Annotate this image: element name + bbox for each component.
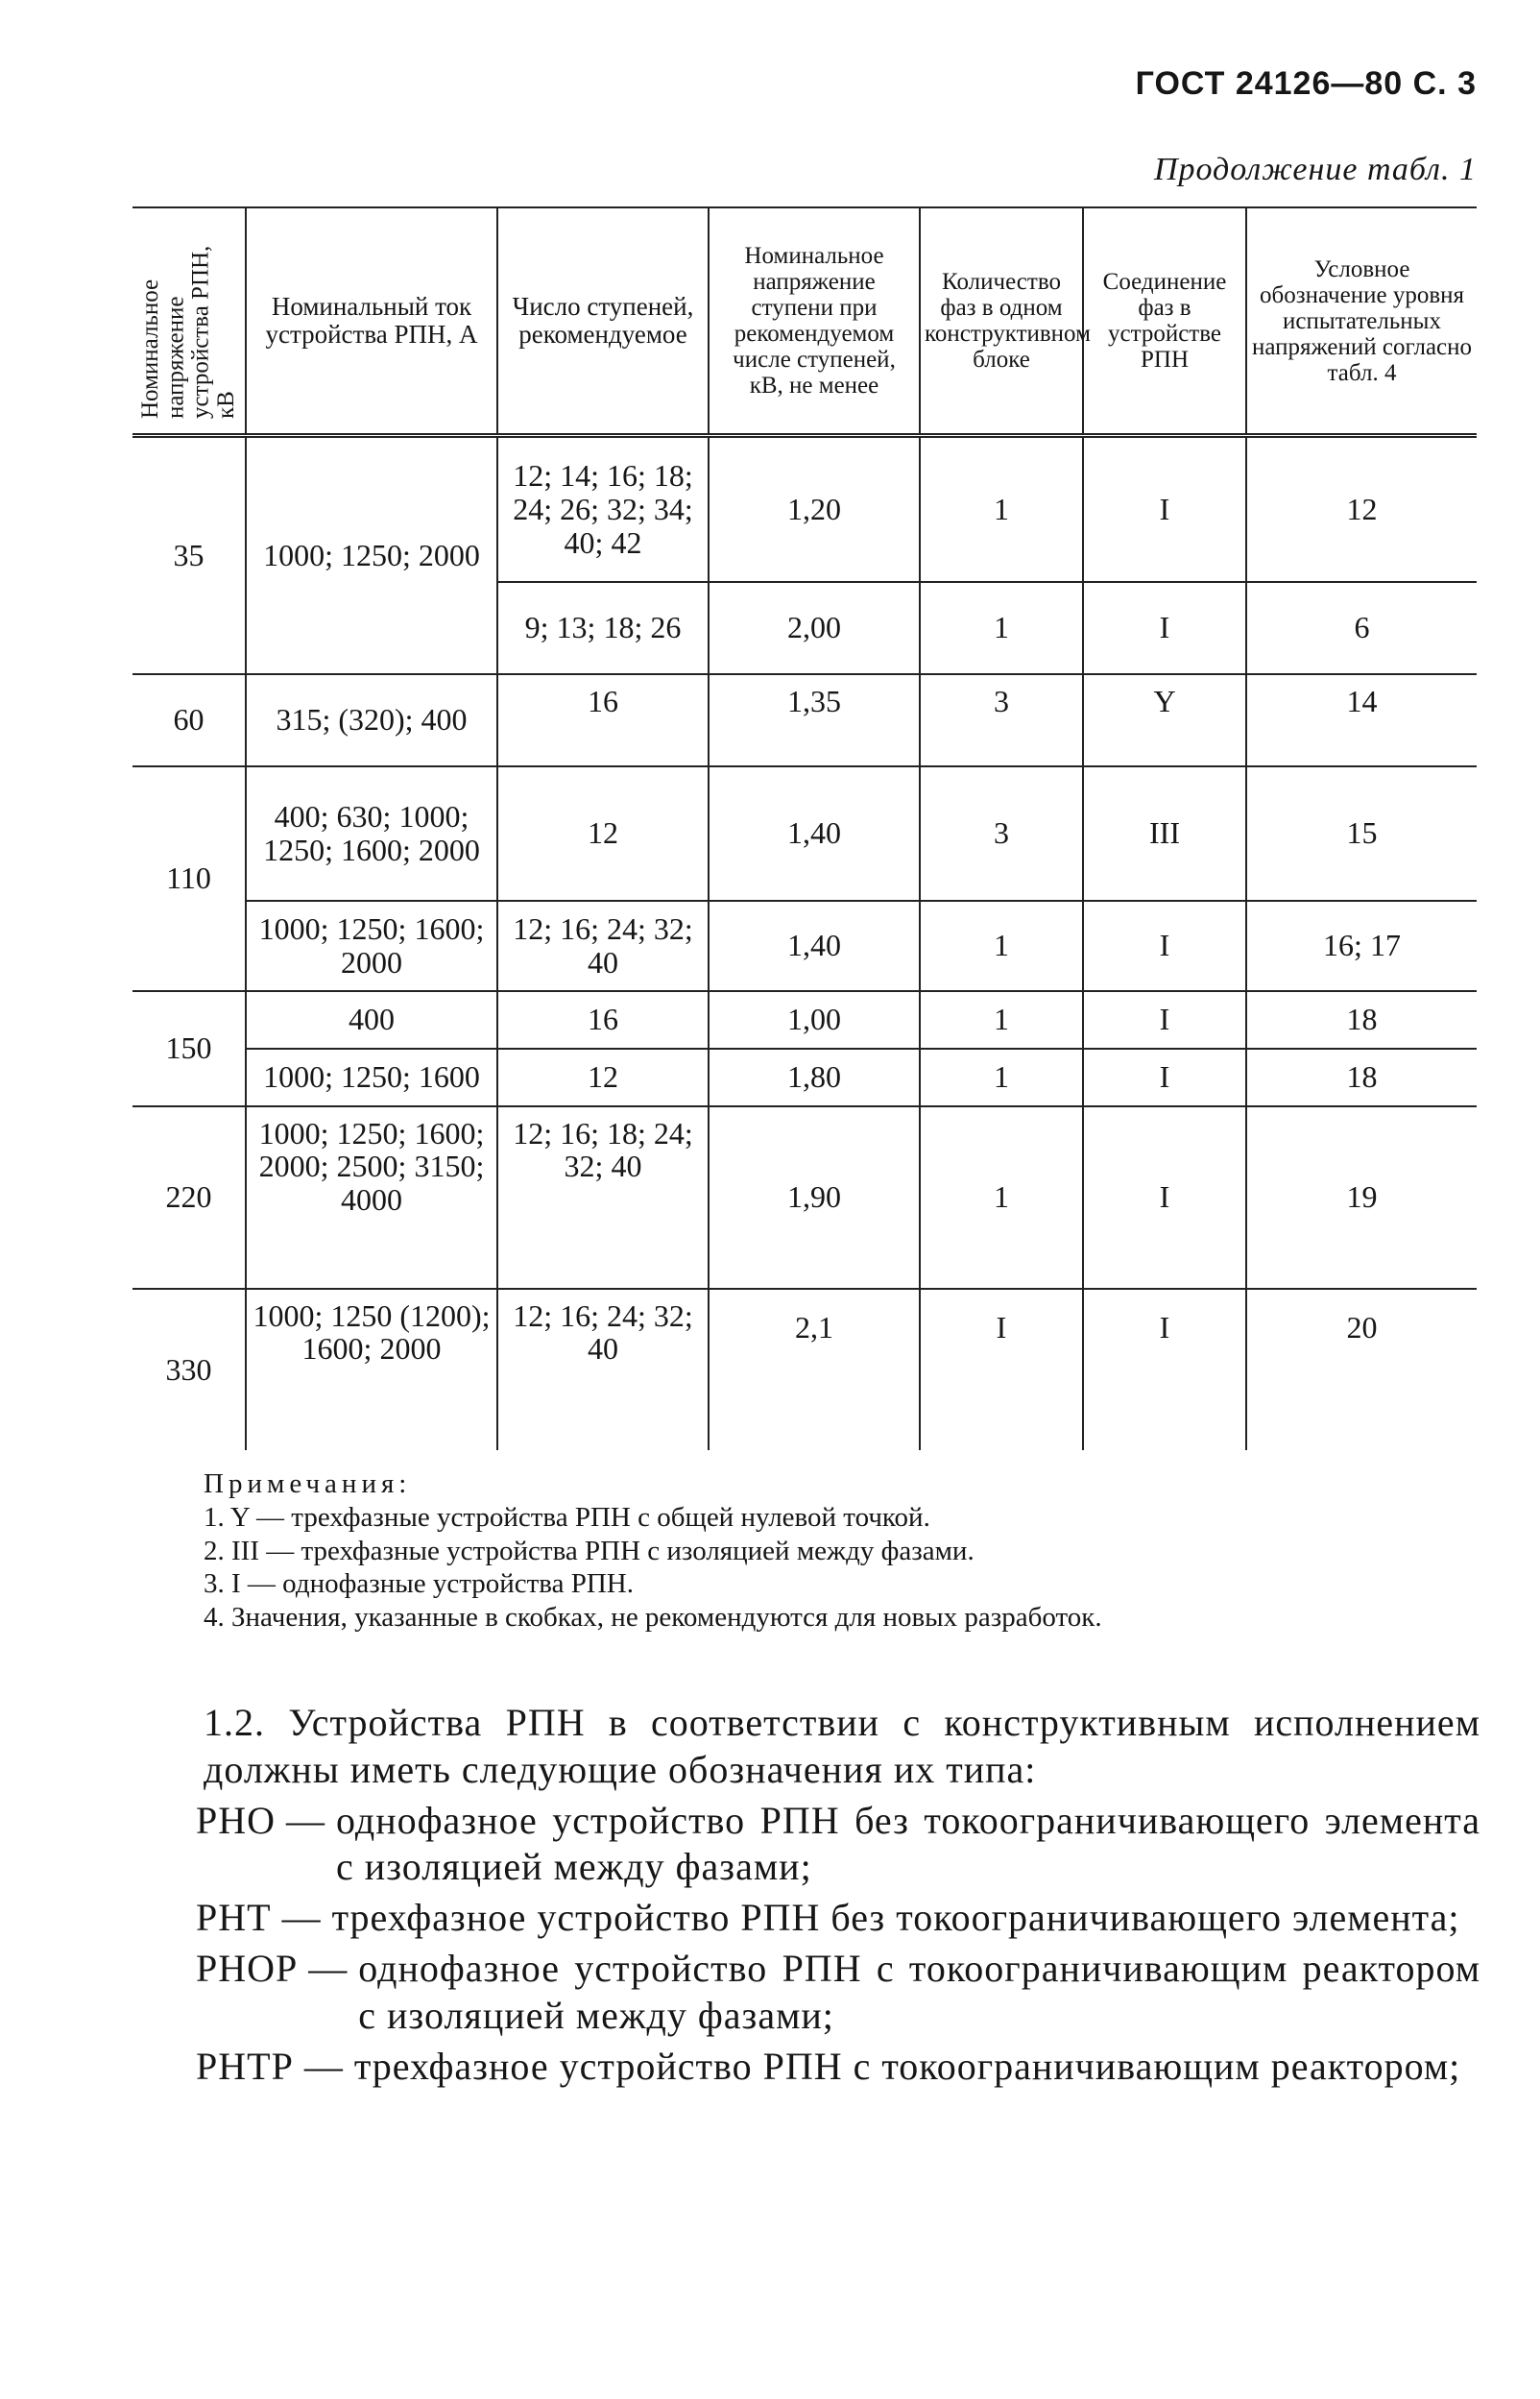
section-1-2 — [196, 1700, 1480, 2090]
current-cell: 315; (320); 400 — [246, 674, 497, 766]
step-voltage-cell: 1,40 — [709, 901, 920, 991]
type-description: однофазное устройство РПН без токоограничивающего элемента с изоляцией между фазами; — [336, 1798, 1480, 1889]
current-cell: 400; 630; 1000; 1250; 1600; 2000 — [246, 766, 497, 901]
col-header-test-level: Условное обозначение уровня испытательных напряжений согласно табл. 4 — [1246, 207, 1477, 436]
test-level-cell: 20 — [1246, 1289, 1477, 1450]
current-cell: 400 — [246, 991, 497, 1049]
type-code: РНО — — [196, 1798, 337, 1842]
table-row — [132, 674, 1477, 766]
steps-cell: 9; 13; 18; 26 — [497, 582, 709, 674]
connection-cell: I — [1083, 991, 1246, 1049]
type-definition — [196, 1946, 1480, 2040]
type-code: РНТ — — [196, 1896, 332, 1940]
phases-cell: 1 — [920, 1049, 1083, 1106]
note-item: 2. III — трехфазные устройства РПН с изоляцией между фазами. — [204, 1535, 975, 1566]
steps-cell: 16 — [497, 991, 709, 1049]
col-header-step-voltage: Номинальное напряжение ступени при рекомендуемом числе ступеней, кВ, не менее — [709, 207, 920, 436]
voltage-cell: 35 — [132, 436, 246, 674]
test-level-cell: 18 — [1246, 991, 1477, 1049]
phases-cell: 3 — [920, 766, 1083, 901]
document-reference: ГОСТ 24126—80 С. 3 — [1135, 65, 1477, 102]
connection-cell: III — [1083, 766, 1246, 901]
type-definition — [196, 1798, 1480, 1892]
table-row — [132, 1106, 1477, 1289]
type-definition — [196, 1895, 1480, 1942]
table-header-row — [132, 207, 1477, 436]
type-code: РНОР — — [196, 1946, 359, 1990]
connection-cell: I — [1083, 1289, 1246, 1450]
current-cell: 1000; 1250 (1200); 1600; 2000 — [246, 1289, 497, 1450]
table-continuation-label: Продолжение табл. 1 — [1153, 152, 1477, 187]
voltage-cell: 110 — [132, 766, 246, 991]
table-row — [132, 436, 1477, 582]
step-voltage-cell: 1,80 — [709, 1049, 920, 1106]
note-item: 4. Значения, указанные в скобках, не рекомендуются для новых разработок. — [204, 1602, 1102, 1634]
notes-title: Примечания: — [204, 1468, 412, 1499]
voltage-cell: 60 — [132, 674, 246, 766]
step-voltage-cell: 1,35 — [709, 674, 920, 766]
steps-cell: 12; 16; 24; 32; 40 — [497, 901, 709, 991]
phases-cell: 1 — [920, 991, 1083, 1049]
type-code: РНТР — — [196, 2044, 354, 2088]
connection-cell: I — [1083, 1106, 1246, 1289]
voltage-cell: 220 — [132, 1106, 246, 1289]
steps-cell: 12 — [497, 1049, 709, 1106]
steps-cell: 12; 16; 18; 24; 32; 40 — [497, 1106, 709, 1289]
test-level-cell: 18 — [1246, 1049, 1477, 1106]
note-item: 3. I — однофазные устройства РПН. — [204, 1568, 634, 1600]
steps-cell: 12; 16; 24; 32; 40 — [497, 1289, 709, 1450]
test-level-cell: 14 — [1246, 674, 1477, 766]
section-intro: 1.2. Устройства РПН в соответствии с конструктивным исполнением должны иметь следующие обозначения их типа: — [204, 1701, 1480, 1791]
table-row — [132, 1289, 1477, 1450]
phases-cell: 1 — [920, 901, 1083, 991]
specification-table — [132, 206, 1477, 1450]
current-cell: 1000; 1250; 2000 — [246, 436, 497, 674]
type-description: трехфазное устройство РПН без токоограничивающего элемента; — [331, 1896, 1460, 1940]
col-header-steps: Число ступеней, рекомендуемое — [497, 207, 709, 436]
type-description: трехфазное устройство РПН с токоограничивающим реактором; — [353, 2044, 1461, 2088]
voltage-cell: 330 — [132, 1289, 246, 1450]
current-cell: 1000; 1250; 1600 — [246, 1049, 497, 1106]
phases-cell: I — [920, 1289, 1083, 1450]
phases-cell: 3 — [920, 674, 1083, 766]
phases-cell: 1 — [920, 436, 1083, 582]
col-header-connection: Соединение фаз в устройстве РПН — [1083, 207, 1246, 436]
test-level-cell: 15 — [1246, 766, 1477, 901]
current-cell: 1000; 1250; 1600; 2000; 2500; 3150; 4000 — [246, 1106, 497, 1289]
table — [132, 206, 1477, 1450]
col-header-voltage: Номинальное напряжение устройства РПН, кВ — [132, 207, 246, 436]
col-header-phases: Количество фаз в одном конструктивном блоке — [920, 207, 1083, 436]
connection-cell: I — [1083, 1049, 1246, 1106]
steps-cell: 12 — [497, 766, 709, 901]
connection-cell: I — [1083, 436, 1246, 582]
type-description: однофазное устройство РПН с токоограничивающим реактором с изоляцией между фазами; — [358, 1946, 1480, 2037]
table-row — [132, 991, 1477, 1049]
table-notes — [204, 1467, 1480, 1635]
table-row — [132, 1049, 1477, 1106]
phases-cell: 1 — [920, 582, 1083, 674]
table-row — [132, 766, 1477, 901]
step-voltage-cell: 1,00 — [709, 991, 920, 1049]
type-definition — [196, 2044, 1480, 2091]
test-level-cell: 6 — [1246, 582, 1477, 674]
current-cell: 1000; 1250; 1600; 2000 — [246, 901, 497, 991]
step-voltage-cell: 1,20 — [709, 436, 920, 582]
phases-cell: 1 — [920, 1106, 1083, 1289]
connection-cell: I — [1083, 582, 1246, 674]
step-voltage-cell: 1,40 — [709, 766, 920, 901]
test-level-cell: 19 — [1246, 1106, 1477, 1289]
step-voltage-cell: 2,00 — [709, 582, 920, 674]
steps-cell: 16 — [497, 674, 709, 766]
test-level-cell: 12 — [1246, 436, 1477, 582]
steps-cell: 12; 14; 16; 18; 24; 26; 32; 34; 40; 42 — [497, 436, 709, 582]
step-voltage-cell: 1,90 — [709, 1106, 920, 1289]
voltage-cell: 150 — [132, 991, 246, 1106]
table-row — [132, 901, 1477, 991]
test-level-cell: 16; 17 — [1246, 901, 1477, 991]
note-item: 1. Y — трехфазные устройства РПН с общей нулевой точкой. — [204, 1501, 930, 1533]
connection-cell: Y — [1083, 674, 1246, 766]
col-header-current: Номинальный ток устройства РПН, А — [246, 207, 497, 436]
step-voltage-cell: 2,1 — [709, 1289, 920, 1450]
connection-cell: I — [1083, 901, 1246, 991]
